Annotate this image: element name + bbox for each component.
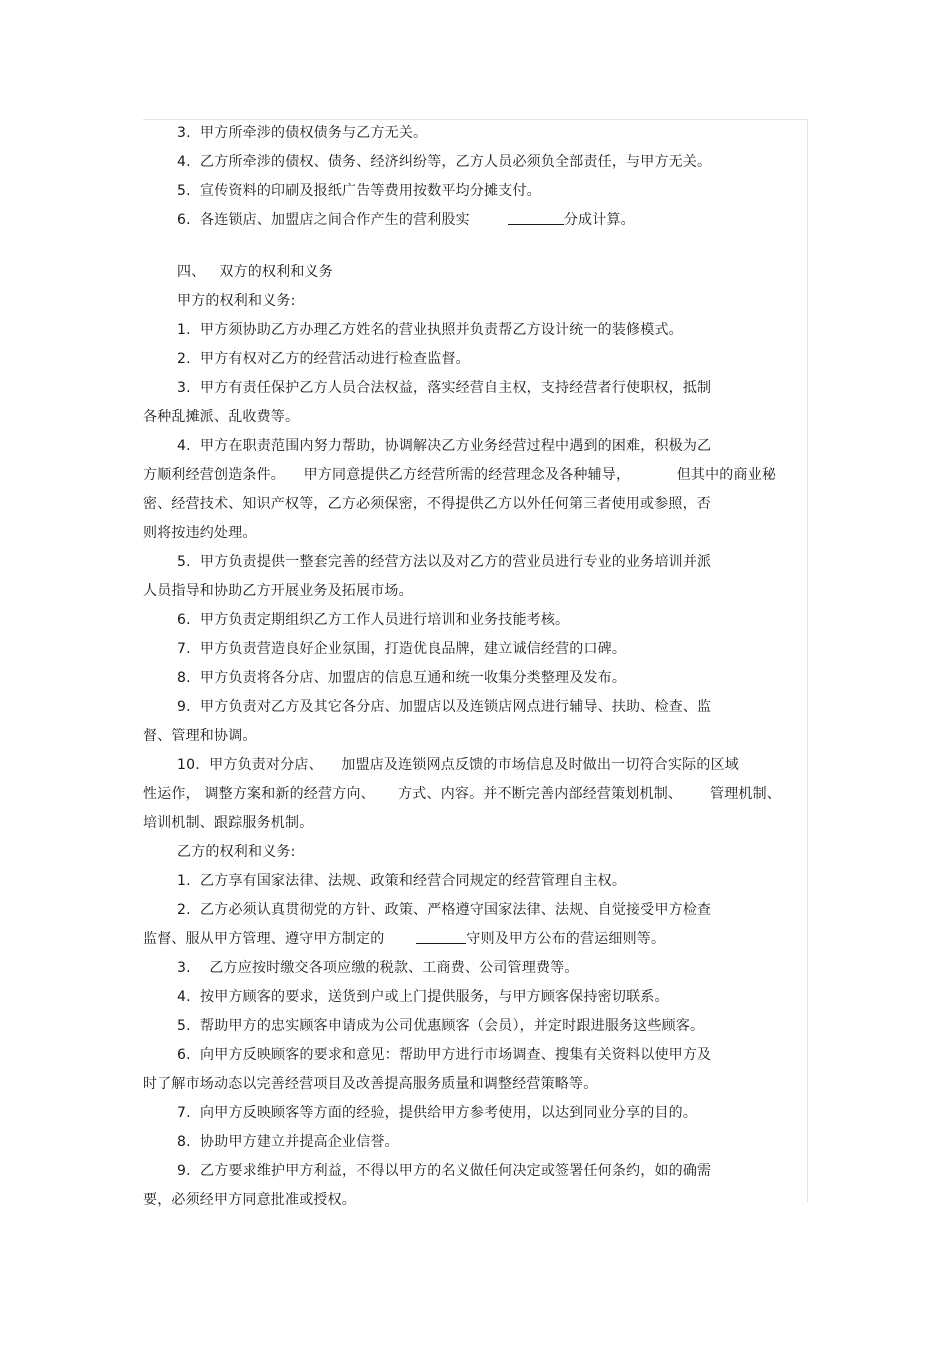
party-b-item-4: 4. 按甲方顾客的要求，送货到户或上门提供服务，与甲方顾客保持密切联系。	[177, 989, 669, 1005]
party-a-item-5-cont: 人员指导和协助乙方开展业务及拓展市场。	[143, 583, 413, 599]
party-a-item-1: 1. 甲方须协助乙方办理乙方姓名的营业执照并负责帮乙方设计统一的装修模式。	[177, 322, 683, 338]
party-a-item-4: 4. 甲方在职责范围内努力帮助，协调解决乙方业务经营过程中遇到的困难，积极为乙	[177, 438, 712, 454]
clause-5-paragraph: 5. 宣传资料的印刷及报纸广告等费用按数平均分摊支付。	[177, 183, 541, 199]
party-a-item-3-cont: 各种乱摊派、乱收费等。	[143, 409, 300, 425]
party-a-item-9: 9. 甲方负责对乙方及其它各分店、加盟店以及连锁店网点进行辅导、扶助、检查、监	[177, 699, 712, 715]
party-b-item-2-cont	[143, 929, 665, 949]
party-a-item-9-cont: 督、管理和协调。	[143, 728, 257, 744]
party-b-item-5: 5. 帮助甲方的忠实顾客申请成为公司优惠顾客（会员），并定时跟进服务这些顾客。	[177, 1018, 705, 1034]
clause-6-text: 6. 各连锁店、加盟店之间合作产生的营利股实	[177, 212, 470, 228]
party-b-item-1: 1. 乙方享有国家法律、法规、政策和经营合同规定的经营管理自主权。	[177, 873, 627, 889]
party-a-heading: 甲方的权利和义务:	[177, 293, 296, 309]
section-heading: 四、 双方的权利和义务	[177, 264, 333, 280]
party-a-item-6: 6. 甲方负责定期组织乙方工作人员进行培训和业务技能考核。	[177, 612, 570, 628]
party-a-item-10-cont-1: 性运作， 调整方案和新的经营方向、 方式、内容。并不断完善内部经营策划机制、 管理机制、	[143, 786, 781, 802]
party-a-item-7: 7. 甲方负责营造良好企业氛围，打造优良品牌，建立诚信经营的口碑。	[177, 641, 627, 657]
clause-6-paragraph	[177, 210, 635, 230]
blank-line	[416, 929, 466, 944]
party-b-item-6-cont: 时了解市场动态以完善经营项目及改善提高服务质量和调整经营策略等。	[143, 1076, 598, 1092]
party-a-item-8: 8. 甲方负责将各分店、加盟店的信息互通和统一收集分类整理及发布。	[177, 670, 627, 686]
party-a-item-4-cont-3: 则将按违约处理。	[143, 525, 257, 541]
clause-4-paragraph: 4. 乙方所牵涉的债权、债务、经济纠纷等，乙方人员必须负全部责任，与甲方无关。	[177, 154, 712, 170]
party-a-item-4-cont-2: 密、经营技术、知识产权等，乙方必须保密，不得提供乙方以外任何第三者使用或参照，否	[143, 496, 711, 512]
party-a-item-5: 5. 甲方负责提供一整套完善的经营方法以及对乙方的营业员进行专业的业务培训并派	[177, 554, 712, 570]
party-b-item-2-text: 监督、服从甲方管理、遵守甲方制定的	[143, 931, 385, 947]
party-a-item-10-cont-2: 培训机制、跟踪服务机制。	[143, 815, 314, 831]
party-b-heading: 乙方的权利和义务:	[177, 844, 296, 860]
party-a-item-10: 10. 甲方负责对分店、 加盟店及连锁网点反馈的市场信息及时做出一切符合实际的区域	[177, 757, 739, 773]
party-b-item-9: 9. 乙方要求维护甲方利益，不得以甲方的名义做任何决定或签署任何条约，如的确需	[177, 1163, 712, 1179]
party-b-item-6: 6. 向甲方反映顾客的要求和意见：帮助甲方进行市场调查、搜集有关资料以使甲方及	[177, 1047, 712, 1063]
party-b-item-8: 8. 协助甲方建立并提高企业信誉。	[177, 1134, 399, 1150]
party-b-item-7: 7. 向甲方反映顾客等方面的经验，提供给甲方参考使用，以达到同业分享的目的。	[177, 1105, 698, 1121]
party-b-item-3: 3. 乙方应按时缴交各项应缴的税款、工商费、公司管理费等。	[177, 960, 579, 976]
party-b-item-9-cont: 要，必须经甲方同意批准或授权。	[143, 1192, 356, 1208]
clause-3-paragraph: 3. 甲方所牵涉的债权债务与乙方无关。	[177, 125, 428, 141]
party-b-item-2-tail: 守则及甲方公布的营运细则等。	[466, 931, 666, 947]
party-a-item-2: 2. 甲方有权对乙方的经营活动进行检查监督。	[177, 351, 470, 367]
party-a-item-3: 3. 甲方有责任保护乙方人员合法权益，落实经营自主权，支持经营者行使职权，抵制	[177, 380, 712, 396]
party-a-item-4-cont-1: 方顺利经营创造条件。 甲方同意提供乙方经营所需的经营理念及各种辅导， 但其中的商业秘	[143, 467, 777, 483]
clause-6-tail: 分成计算。	[563, 212, 635, 228]
party-b-item-2: 2. 乙方必须认真贯彻党的方针、政策、严格遵守国家法律、法规、自觉接受甲方检查	[177, 902, 712, 918]
blank-line	[508, 210, 564, 225]
